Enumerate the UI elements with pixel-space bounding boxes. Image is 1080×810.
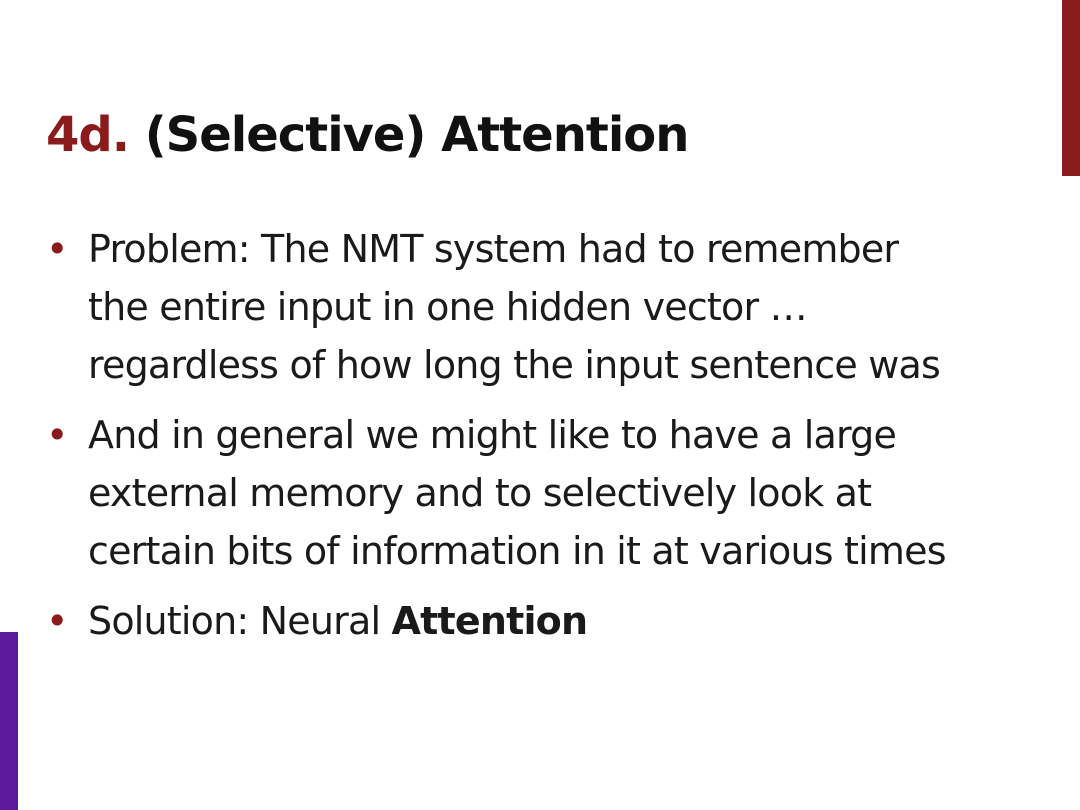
slide-title <box>46 102 688 168</box>
bullet-item <box>46 592 1046 650</box>
bullet-line: certain bits of information in it at various times <box>88 529 946 573</box>
bullet-line: external memory and to selectively look at <box>88 471 872 515</box>
bullet-item <box>46 220 1046 394</box>
accent-bar-left <box>0 632 18 810</box>
bullet-line: Problem: The NMT system had to remember <box>88 227 899 271</box>
bullet-line: regardless of how long the input sentence was <box>88 343 940 387</box>
bullet-line: the entire input in one hidden vector … <box>88 285 807 329</box>
bullet-line <box>88 592 1046 650</box>
title-text: (Selective) Attention <box>144 107 689 163</box>
bullet-dot-icon: • <box>46 227 68 271</box>
title-number: 4d. <box>46 107 129 163</box>
bullet-dot-icon: • <box>46 413 68 457</box>
bullet-emphasis: Attention <box>391 599 588 643</box>
bullet-text: Solution: Neural <box>88 599 392 643</box>
bullet-list <box>46 220 1046 662</box>
bullet-dot-icon: • <box>46 599 68 643</box>
bullet-item <box>46 406 1046 580</box>
accent-bar-right <box>1062 0 1080 176</box>
bullet-line: And in general we might like to have a large <box>88 413 897 457</box>
